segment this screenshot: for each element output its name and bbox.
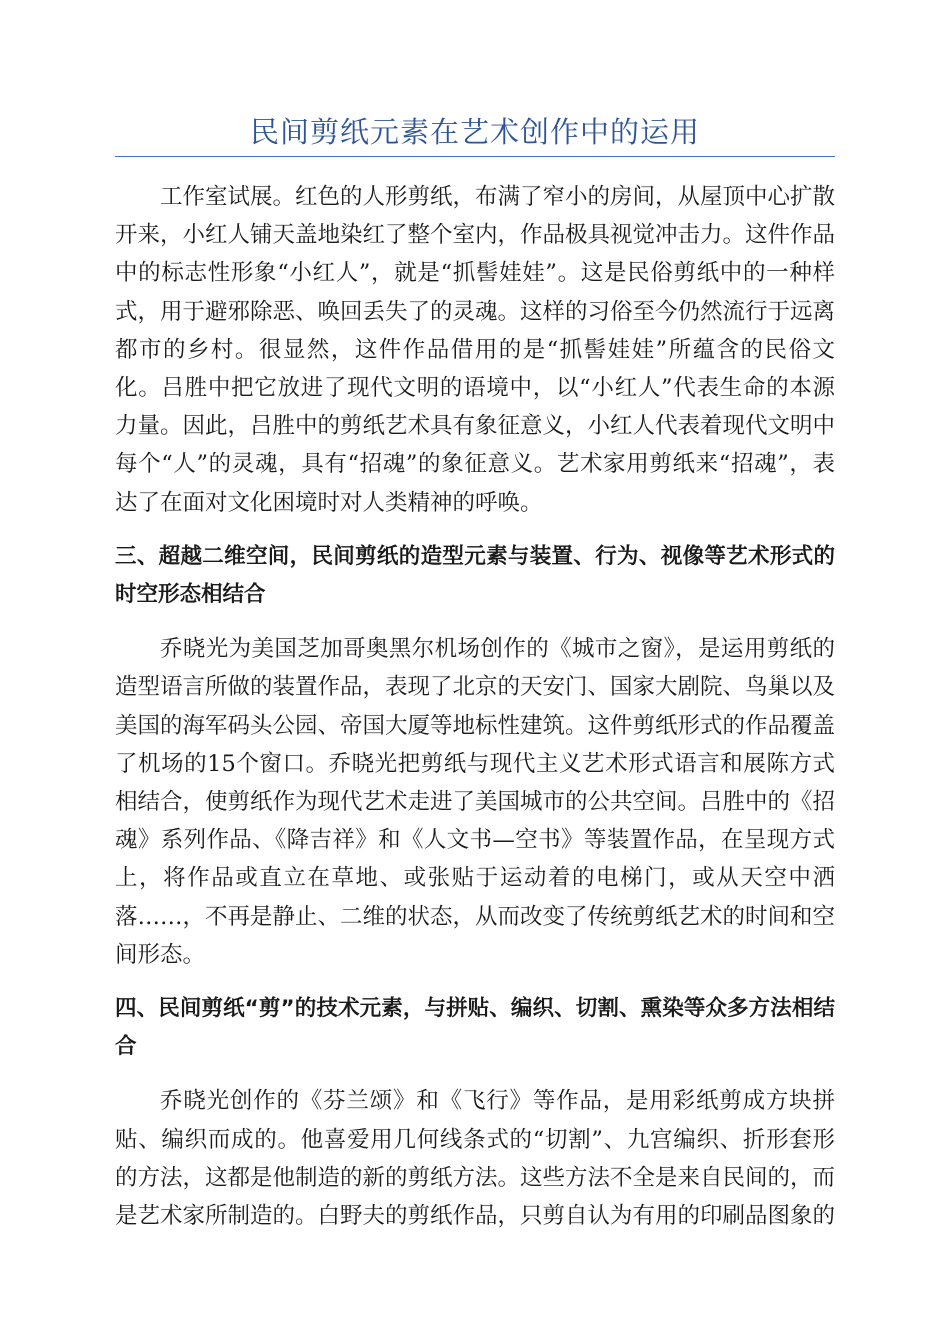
section-heading-4: 四、民间剪纸“剪”的技术元素，与拼贴、编织、切割、熏染等众多方法相结合	[115, 996, 835, 1060]
document-title: 民间剪纸元素在艺术创作中的运用	[115, 112, 835, 157]
body-paragraph-1: 工作室试展。红色的人形剪纸，布满了窄小的房间，从屋顶中心扩散开来，小红人铺天盖地染红了整个室内，作品极具视觉冲击力。这件作品中的标志性形象“小红人”，就是“抓髻娃娃”。这是民俗剪纸中的一种样式，用于避邪除恶、唤回丢失了的灵魂。这样的习俗至今仍然流行于远离都市的乡村。很显然，这件作品借用的是“抓髻娃娃”所蕴含的民俗文化。吕胜中把它放进了现代文明的语境中，以“小红人”代表生命的本源力量。因此，吕胜中的剪纸艺术具有象征意义，小红人代表着现代文明中每个“人”的灵魂，具有“招魂”的象征意义。艺术家用剪纸来“招魂”，表达了在面对文化困境时对人类精神的呼唤。	[115, 184, 836, 516]
body-paragraph-2: 乔晓光为美国芝加哥奥黑尔机场创作的《城市之窗》，是运用剪纸的造型语言所做的装置作品，表现了北京的天安门、国家大剧院、鸟巢以及美国的海军码头公园、帝国大厦等地标性建筑。这件剪纸形式的作品覆盖了机场的15个窗口。乔晓光把剪纸与现代主义艺术形式语言和展陈方式相结合，使剪纸作为现代艺术走进了美国城市的公共空间。吕胜中的《招魂》系列作品、《降吉祥》和《人文书—空书》等装置作品，在呈现方式上，将作品或直立在草地、或张贴于运动着的电梯门，或从天空中洒落……，不再是静止、二维的状态，从而改变了传统剪纸艺术的时间和空间形态。	[115, 636, 836, 968]
document-page	[115, 112, 835, 1235]
section-heading-3: 三、超越二维空间，民间剪纸的造型元素与装置、行为、视像等艺术形式的时空形态相结合	[115, 543, 835, 608]
body-paragraph-3: 乔晓光创作的《芬兰颂》和《飞行》等作品，是用彩纸剪成方块拼贴、编织而成的。他喜爱用几何线条式的“切割”、九宫编织、折形套形的方法，这都是他制造的新的剪纸方法。这些方法不全是来自民间的，而是艺术家所制造的。白野夫的剪纸作品，只剪自认为有用的印刷品图象的	[115, 1088, 836, 1230]
